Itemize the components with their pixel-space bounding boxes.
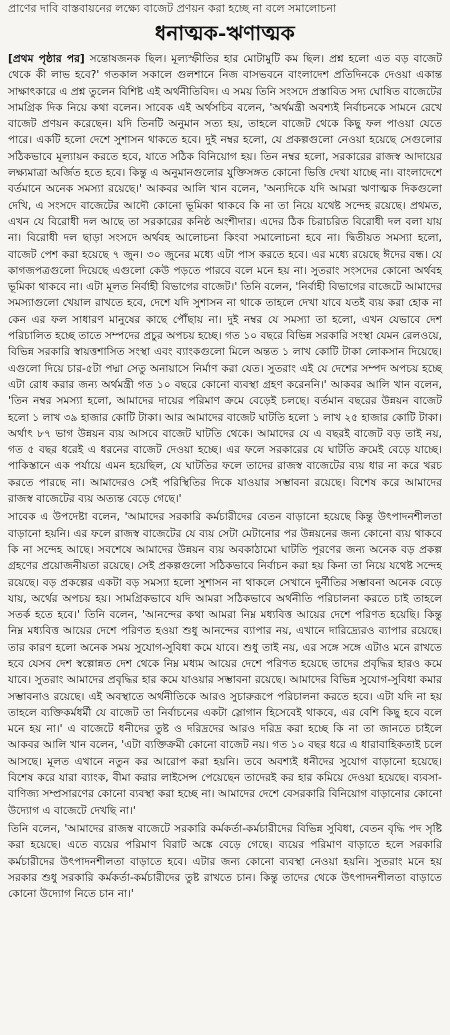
paragraph-text: সন্তোষজনক ছিল। মূল্যস্ফীতির হার মোটামুটি কম ছিল। প্রশ্ন হলো এত বড় বাজেট থেকে কী লাভ হবে?' গতকাল সকালে গুলশানে নিজ বাসভবনে বাংলাদেশ প্রতিদিনকে দেওয়া একান্ত সাক্ষাৎকারে এ প্রশ্ন তুলেন বিশিষ্ট এই অর্থনীতিবিদ। এ সময় তিনি সংসদে প্রস্তাবিত সদ্য ঘোষিত বাজেটের সামগ্রিক দিক নিয়ে কথা বলেন। সাবেক এই অর্থসচিব বলেন, 'অর্থমন্ত্রী অবশ্যই নির্বাচনকে সামনে রেখে বাজেট প্রণয়ন করেছেন। যদি তিনটি অনুমান সত্য হয়, তাহলে বাজেট থেকে কিছু ফল পাওয়া যেতে পারে। একটি হলো দেশে সুশাসন থাকতে হবে। দুই নম্বর হলো, যে প্রকল্পগুলো নেওয়া হয়েছে সেগুলোর সঠিকভাবে মূল্যায়ন করতে হবে, যাতে সঠিক বিনিয়োগ হয়। তিন নম্বর হলো, সরকারের রাজস্ব আদায়ের লক্ষ্যমাত্রা অর্জিত হতে হবে। কিন্তু এ অনুমানগুলোর যুক্তিসঙ্গত কোনো ভিত্তি দেখা যাচ্ছে না। বাংলাদেশে বর্তমানে অনেক সমস্যা রয়েছে।' আকবর আলি খান বলেন, 'অন্যদিকে যদি আমরা ঋণাত্মক দিকগুলো দেখি, এ সংসদে বাজেটের আদৌ কোনো ভূমিকা থাকবে কি না তা নিয়ে যথেষ্ট সন্দেহ রয়েছে। প্রথমত, এখন যে বিরোধী দল আছে তা সরকারের কনিষ্ঠ অংশীদার। এদের ঠিক চিরাচরিত বিরোধী দল বলা যায় না। বিরোধী দল ছাড়া সংসদে অর্থবহ আলোচনা কিংবা সমালোচনা হবে না। দ্বিতীয়ত সমস্যা হলো, বাজেট পেশ করা হয়েছে ৭ জুন। ৩০ জুনের মধ্যে এটা পাস করতে হবে। এর মধ্যে রয়েছে ঈদের বন্ধ। যে কাগজপত্রগুলো দিয়েছে এগুলো কেউ পড়তে পারবে বলে মনে হয় না। সুতরাং সংসদের কোনো অর্থবহ ভূমিকা থাকবে না। এটা মূলত নির্বাহী বিভাগের বাজেট।' তিনি বলেন, 'নির্বাহী বিভাগের বাজেটে আমাদের সমস্যাগুলো খেয়াল রাখতে হবে, দেশে যদি সুশাসন না থাকে তাহলে দেখা যাবে যতই ব্যয় করা হোক না কেন এর ফল সাধারণ মানুষের কাছে পৌঁছায় না। দুই নম্বর যে সমস্যা তা হলো, এখন যেভাবে দেশ পরিচালিত হচ্ছে তাতে সম্পদের প্রচুর অপচয় হচ্ছে। গত ১০ বছরে বিভিন্ন সরকারি সংস্থা যেমন রেলওয়ে, বিভিন্ন সরকারি স্বায়ত্তশাসিত সংস্থা এবং ব্যাংকগুলো মিলে অন্তত ১ লাখ কোটি টাকা লোকসান দিয়েছে। এগুলো দিয়ে চার-৫টা পদ্মা সেতু অনায়াসে নির্মাণ করা যেত। সুতরাং এই যে দেশের সম্পদ অপচয় হচ্ছে এটা রোধ করার জন্য অর্থমন্ত্রী গত ১০ বছরে কোনো ব্যবস্থা গ্রহণ করেননি।' আকবর আলি খান বলেন, 'তিন নম্বর সমস্যা হলো, আমাদের দায়ের পরিমাণ ক্রমে বেড়েই চলছে। বর্তমান বছরের উন্নয়ন বাজেট হলো ১ লাখ ৩৯ হাজার কোটি টাকা। আর আমাদের বাজেট ঘাটতি হলো ১ লাখ ২৫ হাজার কোটি টাকা। অর্থাৎ ৮৭ ভাগ উন্নয়ন ব্যয় আসবে বাজেট ঘাটতি থেকে। আমাদের যে এ বছরই বাজেট বড় তাই নয়, গত ৫ বছর ধরেই এ ধরনের বাজেট দেওয়া হচ্ছে। এর ফলে সরকারের যে ঘাটতি ক্রমেই বেড়ে যাচ্ছে। পাকিস্তানে এক পর্যায়ে এমন হয়েছিল, যে ঘাটতির ফলে তাদের রাজস্ব বাজেটের ব্যয় ধার না করে খরচ করতে পারছে না। আমাদেরও সেই পরিস্থিতির দিকে যাওয়ার সম্ভাবনা রয়েছে। বিশেষ করে আমাদের রাজস্ব বাজেটের ব্যয় অত্যন্ত বেড়ে গেছে।': [8, 53, 442, 506]
continued-from-front-page-label: [প্রথম পৃষ্ঠার পর]: [8, 53, 85, 65]
previous-article-cut-line: প্রাণের দাবি বাস্তবায়নের লক্ষ্যে বাজেট প্রণয়ন করা হচ্ছে না বলে সমালোচনা: [8, 2, 337, 15]
article-body: [8, 51, 442, 902]
paragraph-text: সাবেক এ উপদেষ্টা বলেন, 'আমাদের সরকারি কর্মচারীদের বেতন বাড়ানো হয়েছে কিন্তু উৎপাদনশীলতা বাড়ানো হয়নি। এর ফলে রাজস্ব বাজেটের যে ব্যয় সেটা মেটানোর পর উন্নয়নের জন্য কোনো ব্যয় থাকবে কি না সন্দেহ আছে। সবশেষে আমাদের উন্নয়ন ব্যয় অবকাঠামো ঘাটতি পূরণের জন্য অনেক বড় প্রকল্প গ্রহণের প্রয়োজনীয়তা রয়েছে। সেই প্রকল্পগুলো সঠিকভাবে নির্বাচন করা হয় কিনা তা নিয়ে যথেষ্ট সন্দেহ রয়েছে। বড় প্রকল্পের একটা বড় সমস্যা হলো সুশাসন না থাকলে সেখানে দুর্নীতির সম্ভাবনা অনেক বেড়ে যায়, অর্থের অপচয় হয়। সামগ্রিকভাবে যদি আমরা সঠিকভাবে অর্থনীতি পরিচালনা করতে চাই তাহলে সতর্ক হতে হবে।' তিনি বলেন, 'আনন্দের কথা আমরা নিম্ন মধ্যবিত্ত আয়ের দেশে পরিণত হয়েছি। কিন্তু নিম্ন মধ্যবিত্ত আয়ের দেশে পরিণত হওয়া শুধু আনন্দের ব্যাপার নয়, এখানে দারিদ্র্যেরও ব্যাপার রয়েছে। তার কারণ হলো অনেক সময় সুযোগ-সুবিধা কমে যাবে। শুধু তাই নয়, এর সঙ্গে সঙ্গে এটাও মনে রাখতে হবে যেসব দেশ স্বল্পোন্নত দেশ থেকে নিম্ন মধ্যম আয়ের দেশে পরিণত হয়েছে তাদের প্রবৃদ্ধির হারও কমে যাবে। সুতরাং আমাদের প্রবৃদ্ধির হার কমে যাওয়ার সম্ভাবনা রয়েছে। আমাদের বিভিন্ন সুযোগ-সুবিধা কমার সম্ভাবনাও রয়েছে। এই অবস্থাতে অর্থনীতিকে আরও সুচারুরূপে পরিচালনা করতে হবে। এটা যদি না হয় তাহলে ব্যক্তিকর্মধর্মী যে বাজেট তা নির্বাচনের একটা স্লোগান হিসেবেই থাকবে, এর বেশি কিছু হবে বলে মনে হয় না।' এ বাজেটে ধনীদের তুষ্ট ও দরিদ্রদের আরও দরিদ্র করা হচ্ছে কি না তা জানতে চাইলে আকবর আলি খান বলেন, 'এটা ব্যক্তিক্রমী কোনো বাজেট নয়। গত ১০ বছর ধরে এ ধারাবাহিকতাই চলে আসছে। মূলত এখানে নতুন কর আরোপ করা হয়নি। তবে অবশ্যই ধনীদের সুযোগ বাড়ানো হয়েছে। বিশেষ করে যারা ব্যাংক, বীমা করার লাইসেন্স পেয়েছেন তাদেরই কর হার কমিয়ে দেওয়া হয়েছে। ব্যবসা-বাণিজ্য সম্প্রসারণের কোনো ব্যবস্থা করা হচ্ছে না। আমাদের দেশে বেসরকারি বিনিয়োগ বাড়ানোর কোনো উদ্যোগ এ বাজেটে দেখছি না।': [8, 511, 442, 817]
bottom-crop-fade: [0, 1027, 450, 1035]
article-paragraph: [8, 509, 442, 819]
article-paragraph: [8, 821, 442, 902]
article-headline: ধনাত্মক-ঋণাত্মক: [154, 21, 295, 45]
paragraph-text: তিনি বলেন, 'আমাদের রাজস্ব বাজেটে সরকারি কর্মকর্তা-কর্মচারীদের বিভিন্ন সুবিধা, বেতন বৃদ্ধি পদ সৃষ্টি করা হয়েছে। এতে ব্যয়ের পরিমাণ বিরাট অঙ্কে বেড়ে গেছে। ব্যয়ের পরিমাণ বাড়াতে হলে সরকারি কর্মচারীদের উৎপাদনশীলতা বাড়াতে হবে। এটার জন্য কোনো ব্যবস্থা নেওয়া হয়নি। সুতরাং মনে হয় সরকার শুধু সরকারি কর্মকর্তা-কর্মচারীদের তুষ্ট রাখতে চান। কিন্তু তাদের থেকে উৎপাদনশীলতা বাড়াতে কোনো উদ্যোগ নিতে চান না।': [8, 822, 442, 901]
article-paragraph: [8, 51, 442, 507]
